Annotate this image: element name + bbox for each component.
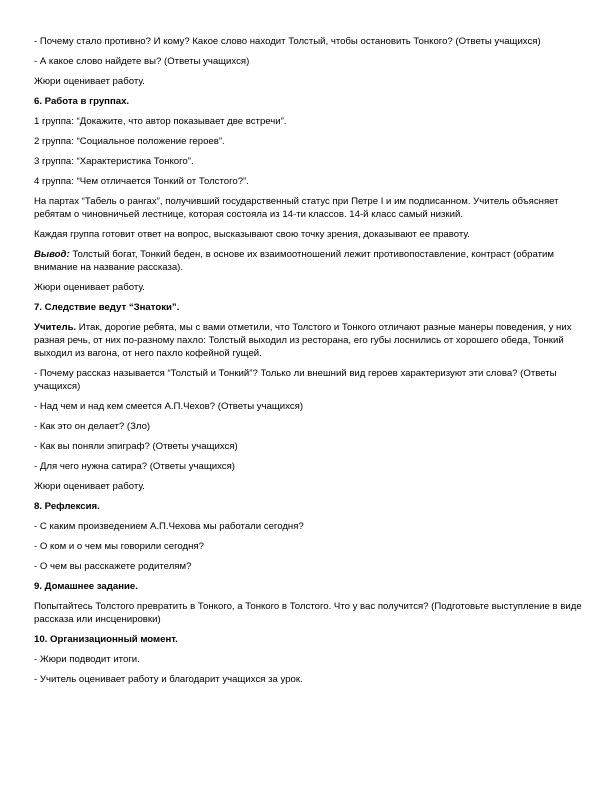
conclusion-lead: Вывод: [34,249,70,260]
paragraph-homework: Попытайтесь Толстого превратить в Тонкого, а Тонкого в Толстого. Что у вас получится? (Подготовьте выступление в виде рассказа или инсценировки) [34,601,582,625]
paragraph-jury: Жюри оценивает работу. [34,481,145,492]
paragraph-question: - Для чего нужна сатира? (Ответы учащихся) [34,461,235,472]
paragraph-question: - О чем вы расскажете родителям? [34,561,192,572]
section-heading: 10. Организационный момент. [34,634,178,645]
paragraph-jury: Жюри оценивает работу. [34,282,145,293]
paragraph-body: Каждая группа готовит ответ на вопрос, высказывают свою точку зрения, доказывают ее правоту. [34,229,470,240]
paragraph-question: - Почему стало противно? И кому? Какое слово находит Толстый, чтобы остановить Тонкого? (Ответы учащихся) [34,36,541,47]
paragraph-question: - Как вы поняли эпиграф? (Ответы учащихся) [34,441,238,452]
paragraph-item: - Жюри подводит итоги. [34,654,140,665]
conclusion-text: Толстый богат, Тонкий беден, в основе их взаимоотношений лежит противопоставление, контраст (обратим внимание на название рассказа). [34,249,554,273]
paragraph-group-task: 2 группа: “Социальное положение героев”. [34,136,225,147]
section-heading: 7. Следствие ведут “Знатоки”. [34,302,180,313]
paragraph-question: - Как это он делает? (Зло) [34,421,151,432]
section-heading: 6. Работа в группах. [34,96,130,107]
paragraph-question: - Над чем и над кем смеется А.П.Чехов? (Ответы учащихся) [34,401,304,412]
paragraph-group-task: 4 группа: “Чем отличается Тонкий от Толстого?”. [34,176,249,187]
paragraph-question: - А какое слово найдете вы? (Ответы учащихся) [34,56,250,67]
paragraph-conclusion [34,248,582,274]
teacher-lead: Учитель. [34,322,77,333]
paragraph-jury: Жюри оценивает работу. [34,76,145,87]
section-heading: 8. Рефлексия. [34,501,100,512]
section-heading: 9. Домашнее задание. [34,581,138,592]
paragraph-item: - Учитель оценивает работу и благодарит учащихся за урок. [34,674,303,685]
paragraph-question: - О ком и о чем мы говорили сегодня? [34,541,204,552]
paragraph-group-task: 3 группа: “Характеристика Тонкого”. [34,156,194,167]
paragraph-body: На партах “Табель о рангах”, получивший государственный статус при Петре I и им подписанном. Учитель объясняет ребятам о чиновничьей лестнице, которая состояла из 14-ти классов. 14-й класс самый низкий. [34,196,559,220]
paragraph-teacher [34,321,582,360]
teacher-text: Итак, дорогие ребята, мы с вами отметили, что Толстого и Тонкого отличают разные манеры поведения, у них разная речь, от них по-разному пахло: Толстый выходил из ресторана, его губы лоснились от хорошего обеда, Тонкий выходил из вагона, от него пахло кофейной гущей. [34,322,572,359]
paragraph-group-task: 1 группа: “Докажите, что автор показывает две встречи”. [34,116,287,127]
paragraph-question: - Почему рассказ называется “Толстый и Тонкий”? Только ли внешний вид героев характеризуют эти слова? (Ответы учащихся) [34,368,557,392]
paragraph-question: - С каким произведением А.П.Чехова мы работали сегодня? [34,521,304,532]
